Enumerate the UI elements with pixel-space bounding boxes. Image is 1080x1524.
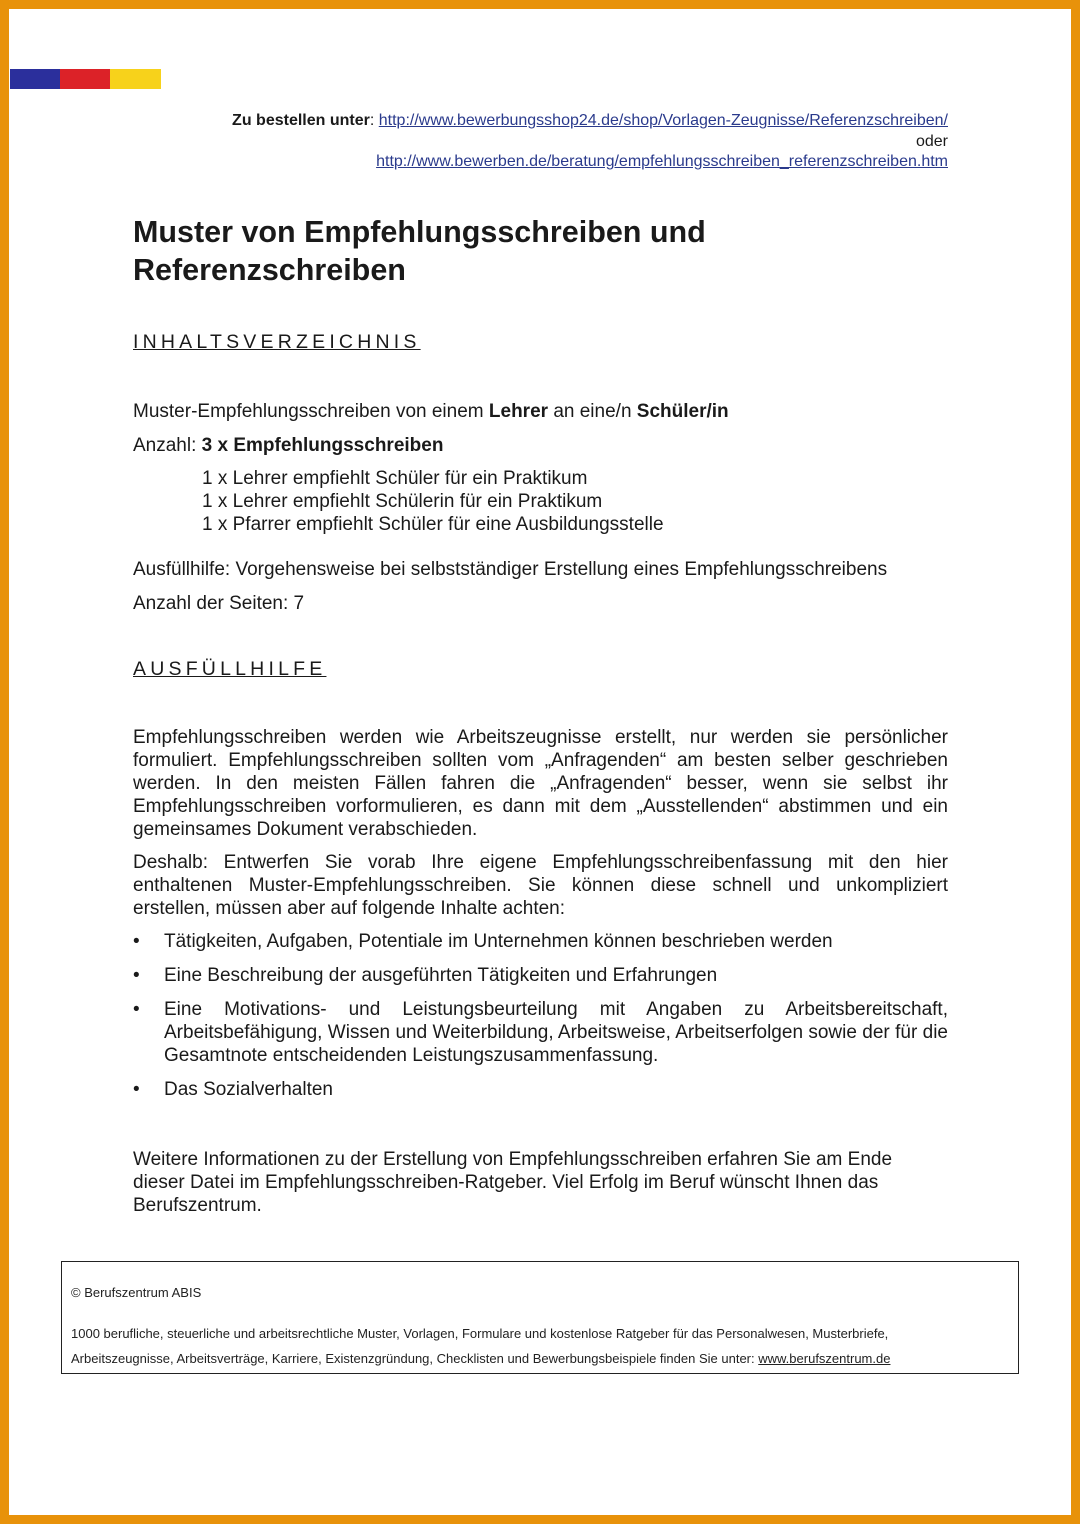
toc-pages-line: Anzahl der Seiten: 7 <box>133 593 305 614</box>
footer-text-line-1: 1000 berufliche, steuerliche und arbeitsrechtliche Muster, Vorlagen, Formulare und kostenlose Ratgeber für das Personalwesen, Musterbriefe, <box>71 1326 889 1341</box>
order-or: oder <box>915 132 948 150</box>
footer-box <box>61 1261 1019 1374</box>
toc-item: 1 x Lehrer empfiehlt Schülerin für ein Praktikum <box>202 491 603 512</box>
logo-stripes <box>10 69 161 89</box>
order-link-bewerben[interactable]: http://www.bewerben.de/beratung/empfehlungsschreiben_referenzschreiben.htm <box>376 153 948 170</box>
toc-heading: INHALTSVERZEICHNIS <box>133 331 421 353</box>
footer-link[interactable]: www.berufszentrum.de <box>758 1351 891 1366</box>
toc-help-line: Ausfüllhilfe: Vorgehensweise bei selbstständiger Erstellung eines Empfehlungsschreibens <box>133 559 888 580</box>
stripe-blue <box>10 69 60 89</box>
toc-count: Anzahl: 3 x Empfehlungsschreiben <box>133 435 444 456</box>
list-item: • Das Sozialverhalten <box>133 1079 333 1100</box>
order-separator: : <box>369 112 375 129</box>
help-bullet-list <box>133 930 948 1112</box>
title-line-1: Muster von Empfehlungsschreiben und <box>133 215 706 249</box>
list-item: • Eine Beschreibung der ausgeführten Tätigkeiten und Erfahrungen <box>133 965 718 986</box>
page-title <box>133 213 953 289</box>
stripe-red <box>60 69 110 89</box>
bullet-icon: • <box>133 931 140 952</box>
order-link-shop[interactable]: http://www.bewerbungsshop24.de/shop/Vorlagen-Zeugnisse/Referenzschreiben/ <box>378 112 948 129</box>
footer-copyright: © Berufszentrum ABIS <box>71 1285 202 1300</box>
order-info <box>108 111 948 173</box>
bullet-icon: • <box>133 965 140 986</box>
list-item: • Tätigkeiten, Aufgaben, Potentiale im Unternehmen können beschrieben werden <box>133 931 833 952</box>
bullet-icon: • <box>133 999 140 1020</box>
toc-item: 1 x Pfarrer empfiehlt Schüler für eine Ausbildungsstelle <box>202 514 664 535</box>
help-heading: AUSFÜLLHILFE <box>133 658 327 680</box>
toc-line-description: Muster-Empfehlungsschreiben von einem Lehrer an eine/n Schüler/in <box>133 401 729 422</box>
list-item: • Eine Motivations- und Leistungsbeurteilung mit Angaben zu Arbeitsbereitschaft, Arbeitsbefähigung, Wissen und Weiterbildung, Arbeitsweise, Arbeitserfolgen sowie der für die Gesamtnote entscheidenden Leistungszusammenfassung. <box>133 999 948 1066</box>
title-line-2: Referenzschreiben <box>133 253 406 287</box>
help-paragraph-2: Deshalb: Entwerfen Sie vorab Ihre eigene Empfehlungsschreibenfassung mit den hier enthaltenen Muster-Empfehlungsschreiben. Sie können diese schnell und unkompliziert erstellen, müssen aber auf folgende Inhalte achten: <box>133 852 948 919</box>
help-paragraph-3: Weitere Informationen zu der Erstellung von Empfehlungsschreiben erfahren Sie am Ende dieser Datei im Empfehlungsschreiben-Ratgeber. Viel Erfolg im Beruf wünscht Ihnen das Berufszentrum. <box>133 1149 893 1216</box>
bullet-icon: • <box>133 1079 140 1100</box>
order-label: Zu bestellen unter <box>232 112 370 129</box>
footer-text-line-2: Arbeitszeugnisse, Arbeitsverträge, Karriere, Existenzgründung, Checklisten und Bewerbungsbeispiele finden Sie unter: www.berufszentrum.de <box>71 1351 891 1366</box>
stripe-yellow <box>110 69 161 89</box>
help-paragraph-1: Empfehlungsschreiben werden wie Arbeitszeugnisse erstellt, nur werden sie persönlicher formuliert. Empfehlungsschreiben sollten vom „Anfragenden“ am besten selber geschrieben werden. In den meisten Fällen fahren die „Anfragenden“ besser, wenn sie selbst ihr Empfehlungsschreiben vorformulieren, es dann mit dem „Ausstellenden“ abstimmen und ein gemeinsames Dokument verabschieden. <box>133 727 948 840</box>
toc-item: 1 x Lehrer empfiehlt Schüler für ein Praktikum <box>202 468 588 489</box>
